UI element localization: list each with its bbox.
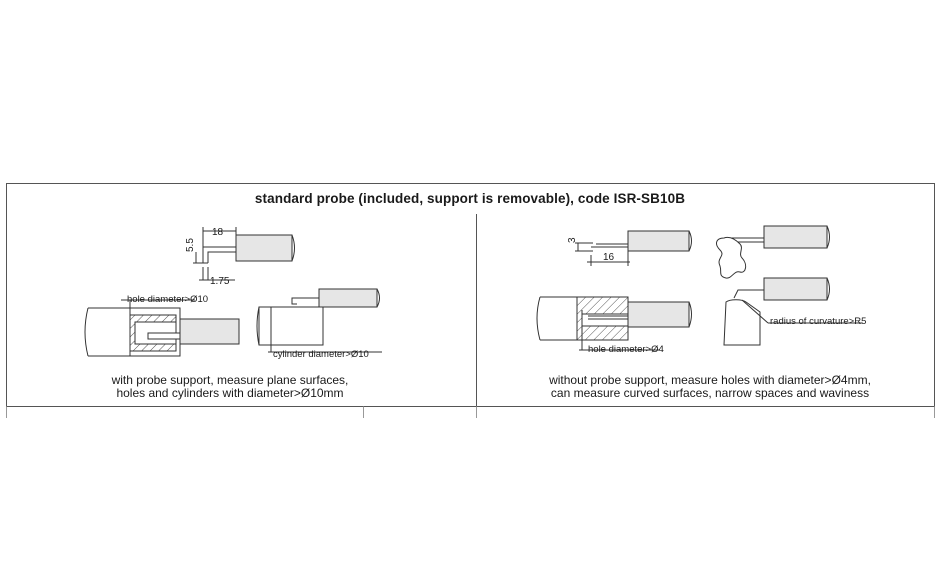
- left-cylinder-drawing: [257, 289, 382, 352]
- left-dim-height: 5.5: [185, 238, 196, 252]
- right-probe-dimension-drawing: [575, 231, 692, 266]
- left-dim-length: 18: [212, 227, 224, 238]
- right-hole-drawing: [537, 297, 692, 350]
- left-hole-drawing: [85, 300, 239, 356]
- left-cylinder-label: cylinder diameter>Ø10: [273, 349, 369, 360]
- right-caption-line1: without probe support, measure holes with diameter>Ø4mm,: [549, 373, 871, 387]
- right-dim-height: 3: [567, 237, 578, 243]
- right-caption-line2: can measure curved surfaces, narrow spaces and waviness: [550, 386, 870, 400]
- left-dim-tip: 1.75: [210, 276, 230, 287]
- left-hole-label: hole diameter>Ø10: [127, 294, 209, 305]
- page-title: standard probe (included, support is removable), code ISR-SB10B: [254, 191, 686, 206]
- left-caption-line2: holes and cylinders with diameter>Ø10mm: [116, 386, 344, 400]
- table-next-row-lines: [7, 407, 935, 419]
- left-caption-line1: with probe support, measure plane surfaces,: [111, 373, 349, 387]
- right-hole-label: hole diameter>Ø4: [588, 344, 664, 355]
- right-curvature-drawing: [724, 278, 862, 345]
- left-probe-dimension-drawing: [193, 227, 295, 280]
- right-radius-label: radius of curvature>R5: [770, 316, 867, 327]
- left-caption: [70, 374, 390, 400]
- right-dim-length: 16: [603, 252, 615, 263]
- right-caption: [500, 374, 920, 400]
- right-waviness-drawing: [717, 226, 830, 278]
